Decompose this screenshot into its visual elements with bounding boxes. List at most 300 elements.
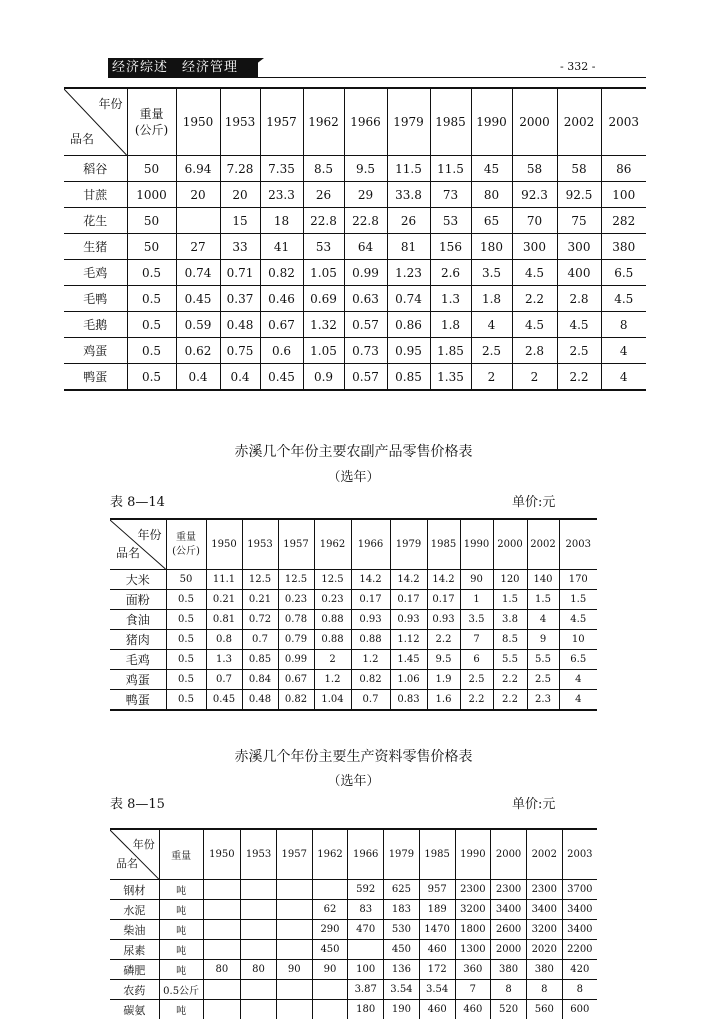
price-cell: 4.5 xyxy=(559,610,597,630)
price-cell: 1.6 xyxy=(427,690,460,711)
price-cell: 5.5 xyxy=(527,650,559,670)
price-cell: 53 xyxy=(303,234,344,260)
price-cell: 73 xyxy=(430,182,471,208)
price-cell: 5.5 xyxy=(493,650,527,670)
price-cell: 1.85 xyxy=(430,338,471,364)
price-cell: 0.23 xyxy=(314,590,351,610)
price-cell: 1.32 xyxy=(303,312,344,338)
price-cell: 83 xyxy=(348,900,384,920)
price-cell: 183 xyxy=(384,900,420,920)
price-cell: 3400 xyxy=(562,900,597,920)
price-cell: 0.72 xyxy=(242,610,278,630)
price-cell: 380 xyxy=(601,234,646,260)
price-cell: 282 xyxy=(601,208,646,234)
price-cell: 0.63 xyxy=(344,286,387,312)
price-cell: 6.94 xyxy=(176,156,220,182)
price-cell: 7 xyxy=(455,980,491,1000)
product-name-cell: 鸭蛋 xyxy=(110,690,166,711)
price-cell: 300 xyxy=(557,234,601,260)
price-cell: 14.2 xyxy=(351,570,390,590)
price-cell: 62 xyxy=(312,900,348,920)
weight-cell: 吨 xyxy=(159,960,203,980)
year-header-cell: 1962 xyxy=(303,88,344,156)
price-cell: 290 xyxy=(312,920,348,940)
price-cell: 460 xyxy=(455,1000,491,1019)
product-name-cell: 猪肉 xyxy=(110,630,166,650)
unit-label: 单价:元 xyxy=(512,491,555,510)
price-cell: 12.5 xyxy=(314,570,351,590)
table-subtitle: （选年） xyxy=(0,466,707,485)
table-title: 赤溪几个年份主要农副产品零售价格表 xyxy=(0,441,707,461)
year-header-cell: 1985 xyxy=(430,88,471,156)
table-row xyxy=(110,980,597,1000)
price-cell: 11.1 xyxy=(206,570,242,590)
price-cell: 20 xyxy=(176,182,220,208)
price-cell: 0.85 xyxy=(387,364,430,391)
price-cell: 7.28 xyxy=(220,156,260,182)
price-cell: 0.4 xyxy=(176,364,220,391)
year-header-cell: 1950 xyxy=(176,88,220,156)
price-cell: 0.7 xyxy=(242,630,278,650)
price-cell xyxy=(241,880,277,900)
price-cell: 0.69 xyxy=(303,286,344,312)
price-cell: 4 xyxy=(601,338,646,364)
corner-name-label: 品名 xyxy=(70,130,94,147)
price-cell: 2.2 xyxy=(493,670,527,690)
table-row xyxy=(110,940,597,960)
price-cell: 2 xyxy=(314,650,351,670)
price-cell: 2 xyxy=(471,364,512,391)
price-cell: 0.86 xyxy=(387,312,430,338)
table-row xyxy=(110,880,597,900)
year-header-cell: 1962 xyxy=(312,829,348,880)
price-cell: 0.88 xyxy=(314,610,351,630)
price-cell xyxy=(348,940,384,960)
table-row xyxy=(110,650,597,670)
price-cell: 1.23 xyxy=(387,260,430,286)
price-cell: 2.6 xyxy=(430,260,471,286)
price-cell: 14.2 xyxy=(427,570,460,590)
price-cell: 1470 xyxy=(419,920,455,940)
price-cell: 12.5 xyxy=(242,570,278,590)
price-cell: 0.78 xyxy=(278,610,314,630)
weight-header-cell: 重量 xyxy=(159,829,203,880)
price-cell: 1.8 xyxy=(430,312,471,338)
price-cell xyxy=(276,900,312,920)
price-cell: 3.54 xyxy=(384,980,420,1000)
price-cell xyxy=(276,1000,312,1019)
price-cell: 92.5 xyxy=(557,182,601,208)
price-cell: 592 xyxy=(348,880,384,900)
price-cell: 140 xyxy=(527,570,559,590)
price-cell: 2000 xyxy=(491,940,527,960)
table-title: 赤溪几个年份主要生产资料零售价格表 xyxy=(0,746,707,766)
corner-name-label: 品名 xyxy=(116,544,140,561)
weight-cell: 0.5 xyxy=(127,286,176,312)
agri-retail-price-table xyxy=(110,518,597,711)
price-cell: 2600 xyxy=(491,920,527,940)
weight-header-text: (公斤) xyxy=(128,122,176,138)
product-name-cell: 水泥 xyxy=(110,900,159,920)
price-cell: 12.5 xyxy=(278,570,314,590)
price-cell: 190 xyxy=(384,1000,420,1019)
price-cell: 1.9 xyxy=(427,670,460,690)
price-cell: 4 xyxy=(559,690,597,711)
corner-header-cell xyxy=(110,829,159,880)
year-header-cell: 1957 xyxy=(278,519,314,570)
price-cell: 2.2 xyxy=(493,690,527,711)
price-cell: 8 xyxy=(526,980,562,1000)
price-cell: 2300 xyxy=(526,880,562,900)
price-cell: 2300 xyxy=(455,880,491,900)
price-cell: 0.57 xyxy=(344,364,387,391)
year-header-cell: 2003 xyxy=(601,88,646,156)
price-cell: 3400 xyxy=(562,920,597,940)
price-cell: 80 xyxy=(471,182,512,208)
price-cell: 625 xyxy=(384,880,420,900)
product-name-cell: 毛鸡 xyxy=(110,650,166,670)
table-row xyxy=(64,234,646,260)
unit-label: 单价:元 xyxy=(512,793,555,812)
price-cell: 2300 xyxy=(491,880,527,900)
price-cell xyxy=(241,940,277,960)
price-cell: 0.85 xyxy=(242,650,278,670)
table-row xyxy=(64,286,646,312)
table-row xyxy=(110,920,597,940)
table-row xyxy=(110,610,597,630)
table-row xyxy=(110,670,597,690)
price-cell xyxy=(203,940,241,960)
weight-cell: 50 xyxy=(166,570,206,590)
price-cell: 4.5 xyxy=(512,260,557,286)
price-cell: 2.2 xyxy=(512,286,557,312)
year-header-cell: 1953 xyxy=(220,88,260,156)
price-cell: 0.7 xyxy=(206,670,242,690)
price-cell: 170 xyxy=(559,570,597,590)
price-cell: 1.5 xyxy=(559,590,597,610)
price-cell: 22.8 xyxy=(344,208,387,234)
price-cell: 4 xyxy=(601,364,646,391)
price-cell: 2.2 xyxy=(557,364,601,391)
price-cell: 33 xyxy=(220,234,260,260)
weight-cell: 0.5 xyxy=(166,590,206,610)
table-row xyxy=(64,156,646,182)
weight-cell: 吨 xyxy=(159,1000,203,1019)
price-cell: 450 xyxy=(312,940,348,960)
price-cell: 0.6 xyxy=(260,338,303,364)
table-row xyxy=(110,570,597,590)
price-cell: 460 xyxy=(419,940,455,960)
price-cell: 0.62 xyxy=(176,338,220,364)
price-cell: 2.3 xyxy=(527,690,559,711)
price-cell: 3200 xyxy=(455,900,491,920)
price-cell: 100 xyxy=(601,182,646,208)
year-header-cell: 1962 xyxy=(314,519,351,570)
table-row xyxy=(110,960,597,980)
price-cell: 23.3 xyxy=(260,182,303,208)
product-name-cell: 稻谷 xyxy=(64,156,127,182)
price-cell: 0.82 xyxy=(260,260,303,286)
price-cell: 0.93 xyxy=(427,610,460,630)
price-cell: 2.5 xyxy=(527,670,559,690)
table-row xyxy=(64,364,646,391)
weight-cell: 50 xyxy=(127,156,176,182)
price-cell: 0.82 xyxy=(351,670,390,690)
price-cell: 1.3 xyxy=(206,650,242,670)
weight-cell: 吨 xyxy=(159,880,203,900)
product-name-cell: 甘蔗 xyxy=(64,182,127,208)
price-cell xyxy=(176,208,220,234)
price-cell: 1.04 xyxy=(314,690,351,711)
price-cell: 8 xyxy=(562,980,597,1000)
price-cell: 45 xyxy=(471,156,512,182)
price-cell: 27 xyxy=(176,234,220,260)
year-header-cell: 2003 xyxy=(562,829,597,880)
product-name-cell: 鸡蛋 xyxy=(64,338,127,364)
price-cell: 8 xyxy=(601,312,646,338)
price-cell: 9.5 xyxy=(344,156,387,182)
weight-cell: 0.5 xyxy=(127,312,176,338)
price-cell: 0.21 xyxy=(242,590,278,610)
product-name-cell: 面粉 xyxy=(110,590,166,610)
price-cell: 1800 xyxy=(455,920,491,940)
table-row xyxy=(64,312,646,338)
price-cell: 4.5 xyxy=(512,312,557,338)
weight-cell: 0.5 xyxy=(166,670,206,690)
corner-year-label: 年份 xyxy=(137,526,161,543)
year-header-cell: 1966 xyxy=(348,829,384,880)
price-cell: 81 xyxy=(387,234,430,260)
product-name-cell: 毛鸭 xyxy=(64,286,127,312)
corner-year-label: 年份 xyxy=(133,836,155,852)
price-cell: 2.5 xyxy=(471,338,512,364)
price-cell: 400 xyxy=(557,260,601,286)
price-cell: 11.5 xyxy=(430,156,471,182)
table-header-row xyxy=(64,88,646,156)
price-cell xyxy=(241,920,277,940)
price-cell: 3.5 xyxy=(471,260,512,286)
price-cell: 0.21 xyxy=(206,590,242,610)
price-cell: 4.5 xyxy=(601,286,646,312)
price-cell: 0.84 xyxy=(242,670,278,690)
weight-cell: 50 xyxy=(127,234,176,260)
price-cell: 8 xyxy=(491,980,527,1000)
price-cell: 1.3 xyxy=(430,286,471,312)
weight-header-text: 重量 xyxy=(167,531,206,545)
year-header-cell: 2002 xyxy=(557,88,601,156)
table-row xyxy=(64,260,646,286)
year-header-cell: 1979 xyxy=(384,829,420,880)
price-cell: 1300 xyxy=(455,940,491,960)
price-cell: 70 xyxy=(512,208,557,234)
price-cell: 9.5 xyxy=(427,650,460,670)
price-cell: 0.4 xyxy=(220,364,260,391)
price-cell: 2.2 xyxy=(427,630,460,650)
price-cell: 0.17 xyxy=(427,590,460,610)
price-cell: 0.48 xyxy=(242,690,278,711)
weight-cell: 吨 xyxy=(159,900,203,920)
weight-cell: 吨 xyxy=(159,920,203,940)
price-cell: 18 xyxy=(260,208,303,234)
price-cell: 0.8 xyxy=(206,630,242,650)
table-header-row xyxy=(110,519,597,570)
price-cell: 26 xyxy=(303,182,344,208)
price-cell: 15 xyxy=(220,208,260,234)
price-cell: 180 xyxy=(471,234,512,260)
production-material-price-table xyxy=(110,828,597,1019)
price-cell: 0.59 xyxy=(176,312,220,338)
weight-cell: 0.5 xyxy=(166,690,206,711)
price-cell: 75 xyxy=(557,208,601,234)
price-cell: 0.45 xyxy=(206,690,242,711)
corner-year-label: 年份 xyxy=(98,95,122,112)
price-cell: 3.54 xyxy=(419,980,455,1000)
price-cell: 1.45 xyxy=(390,650,427,670)
price-cell: 90 xyxy=(276,960,312,980)
price-cell xyxy=(241,900,277,920)
price-cell: 2.8 xyxy=(512,338,557,364)
product-name-cell: 花生 xyxy=(64,208,127,234)
weight-cell: 吨 xyxy=(159,940,203,960)
price-cell: 0.88 xyxy=(351,630,390,650)
product-name-cell: 碳氨 xyxy=(110,1000,159,1019)
price-cell: 7.35 xyxy=(260,156,303,182)
table-row xyxy=(64,338,646,364)
year-header-cell: 1953 xyxy=(242,519,278,570)
price-cell: 0.9 xyxy=(303,364,344,391)
price-cell: 0.17 xyxy=(390,590,427,610)
product-name-cell: 鸭蛋 xyxy=(64,364,127,391)
price-cell: 6.5 xyxy=(559,650,597,670)
price-cell: 0.45 xyxy=(260,364,303,391)
price-cell xyxy=(312,1000,348,1019)
price-cell: 0.45 xyxy=(176,286,220,312)
price-cell: 450 xyxy=(384,940,420,960)
price-cell: 3.87 xyxy=(348,980,384,1000)
table-header-row xyxy=(110,829,597,880)
agri-purchase-price-table xyxy=(64,87,646,391)
weight-cell: 0.5 xyxy=(166,650,206,670)
price-cell: 0.74 xyxy=(387,286,430,312)
price-cell: 9 xyxy=(527,630,559,650)
table-row xyxy=(110,590,597,610)
price-cell: 6.5 xyxy=(601,260,646,286)
year-header-cell: 2003 xyxy=(559,519,597,570)
price-cell: 1 xyxy=(460,590,493,610)
price-cell: 180 xyxy=(348,1000,384,1019)
price-cell xyxy=(276,940,312,960)
price-cell: 380 xyxy=(526,960,562,980)
price-cell: 1.35 xyxy=(430,364,471,391)
price-cell: 460 xyxy=(419,1000,455,1019)
price-cell: 2.5 xyxy=(557,338,601,364)
year-header-cell: 1990 xyxy=(471,88,512,156)
price-cell: 90 xyxy=(460,570,493,590)
price-cell: 1.8 xyxy=(471,286,512,312)
year-header-cell: 2000 xyxy=(493,519,527,570)
price-cell: 0.7 xyxy=(351,690,390,711)
price-cell: 86 xyxy=(601,156,646,182)
table-row xyxy=(110,900,597,920)
price-cell: 0.93 xyxy=(390,610,427,630)
price-cell xyxy=(276,980,312,1000)
price-cell: 22.8 xyxy=(303,208,344,234)
product-name-cell: 柴油 xyxy=(110,920,159,940)
price-cell: 1.2 xyxy=(351,650,390,670)
price-cell: 0.17 xyxy=(351,590,390,610)
price-cell: 2.2 xyxy=(460,690,493,711)
price-cell: 0.82 xyxy=(278,690,314,711)
price-cell: 0.79 xyxy=(278,630,314,650)
price-cell: 58 xyxy=(512,156,557,182)
weight-header-text: 重量 xyxy=(128,106,176,122)
price-cell xyxy=(241,980,277,1000)
price-cell: 2.5 xyxy=(460,670,493,690)
product-name-cell: 大米 xyxy=(110,570,166,590)
page-number: - 332 - xyxy=(560,60,595,73)
year-header-cell: 2002 xyxy=(527,519,559,570)
price-cell: 1.5 xyxy=(493,590,527,610)
price-cell: 0.99 xyxy=(344,260,387,286)
weight-cell: 0.5 xyxy=(127,338,176,364)
section-title: 经济综述 经济管理 xyxy=(112,58,238,78)
table-number: 表 8—14 xyxy=(110,491,165,510)
price-cell: 1.05 xyxy=(303,338,344,364)
weight-header-text: (公斤) xyxy=(167,545,206,559)
product-name-cell: 鸡蛋 xyxy=(110,670,166,690)
price-cell: 2.8 xyxy=(557,286,601,312)
price-cell: 4 xyxy=(471,312,512,338)
table-subtitle: （选年） xyxy=(0,770,707,789)
year-header-cell: 1985 xyxy=(427,519,460,570)
year-header-cell: 1985 xyxy=(419,829,455,880)
price-cell: 10 xyxy=(559,630,597,650)
price-cell: 29 xyxy=(344,182,387,208)
year-header-cell: 1953 xyxy=(241,829,277,880)
year-header-cell: 2002 xyxy=(526,829,562,880)
price-cell: 420 xyxy=(562,960,597,980)
weight-cell: 0.5 xyxy=(166,630,206,650)
price-cell xyxy=(203,900,241,920)
price-cell: 8.5 xyxy=(493,630,527,650)
year-header-cell: 1979 xyxy=(390,519,427,570)
weight-cell: 0.5 xyxy=(127,260,176,286)
price-cell: 0.74 xyxy=(176,260,220,286)
price-cell: 0.95 xyxy=(387,338,430,364)
weight-cell: 1000 xyxy=(127,182,176,208)
product-name-cell: 尿素 xyxy=(110,940,159,960)
year-header-cell: 1957 xyxy=(276,829,312,880)
price-cell: 0.23 xyxy=(278,590,314,610)
price-cell: 4.5 xyxy=(557,312,601,338)
price-cell: 3.5 xyxy=(460,610,493,630)
price-cell xyxy=(276,920,312,940)
price-cell: 2200 xyxy=(562,940,597,960)
product-name-cell: 毛鹅 xyxy=(64,312,127,338)
product-name-cell: 食油 xyxy=(110,610,166,630)
price-cell: 80 xyxy=(203,960,241,980)
price-cell: 11.5 xyxy=(387,156,430,182)
price-cell: 470 xyxy=(348,920,384,940)
price-cell: 41 xyxy=(260,234,303,260)
price-cell: 0.37 xyxy=(220,286,260,312)
weight-cell: 0.5公斤 xyxy=(159,980,203,1000)
year-header-cell: 1950 xyxy=(206,519,242,570)
price-cell: 80 xyxy=(241,960,277,980)
price-cell: 957 xyxy=(419,880,455,900)
header-rule xyxy=(108,77,646,78)
corner-name-label: 品名 xyxy=(116,855,138,871)
